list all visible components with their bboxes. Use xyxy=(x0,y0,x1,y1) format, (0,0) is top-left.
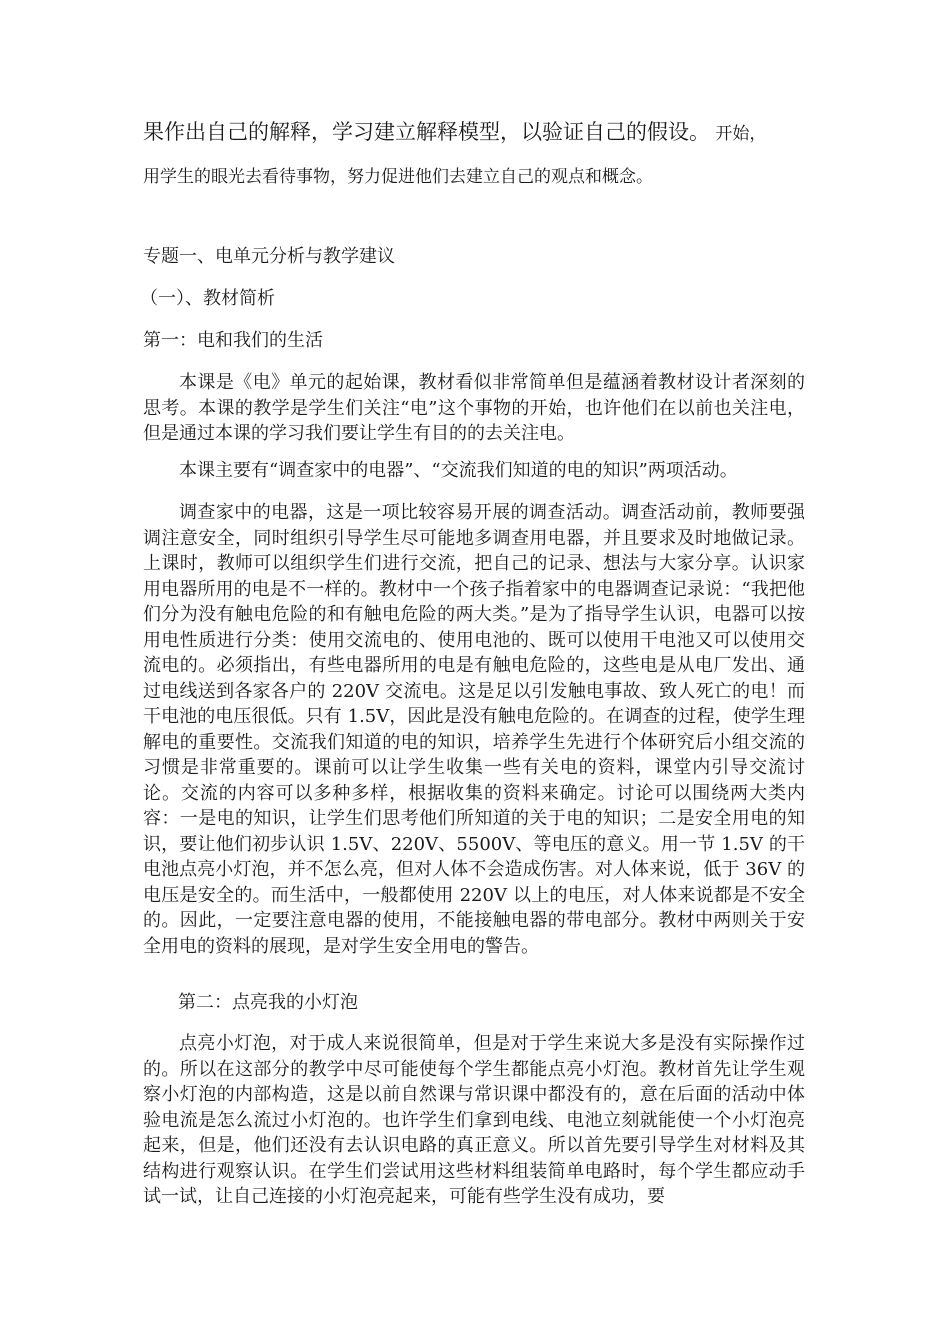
paragraph-lesson-1-intro: 本课是《电》单元的起始课，教材看似非常简单但是蕴涵着教材设计者深刻的思考。本课的教学是学生们关注“电”这个事物的开始，也许他们在以前也关注电，但是通过本课的学习我们要让学生有目的的去关注电。 xyxy=(143,372,805,444)
paragraph-lesson-1-survey: 调查家中的电器，这是一项比较容易开展的调查活动。调查活动前，教师要强调注意安全，同时组织引导学生尽可能地多调查用电器，并且要求及时地做记录。上课时，教师可以组织学生们进行交流，把自己的记录、想法与大家分享。认识家用电器所用的电是不一样的。教材中一个孩子指着家中的电器调查记录说：“我把他们分为没有触电危险的和有触电危险的两大类。”是为了指导学生认识，电器可以按用电性质进行分类：使用交流电的、使用电池的、既可以使用干电池又可以使用交流电的。必须指出，有些电器所用的电是有触电危险的，这些电是从电厂发出、通过电线送到各家各户的 220V 交流电。这是足以引发触电事故、致人死亡的电！而干电池的电压很低。只有 1.5V，因此是没有触电危险的。在调查的过程，使学生理解电的重要性。交流我们知道的电的知识，培养学生先进行个体研究后小组交流的习惯是非常重要的。课前可以让学生收集一些有关电的资料，课堂内引导交流讨论。交流的内容可以多种多样，根据收集的资料来确定。讨论可以围绕两大类内容：一是电的知识，让学生们思考他们所知道的关于电的知识；二是安全用电的知识，要让他们初步认识 1.5V、220V、5500V、等电压的意义。用一节 1.5V 的干电池点亮小灯泡，并不怎么亮，但对人体不会造成伤害。对人体来说，低于 36V 的电压是安全的。而生活中，一般都使用 220V 以上的电压，对人体来说都是不安全的。因此，一定要注意电器的使用，不能接触电器的带电部分。教材中两则关于安全用电的资料的展现，是对学生安全用电的警告。 xyxy=(143,502,805,957)
intro-line-1-tail: 开始， xyxy=(710,124,767,144)
section-heading: （一）、教材简析 xyxy=(140,288,275,309)
lesson-1-heading: 第一：电和我们的生活 xyxy=(143,330,323,351)
lesson-2-heading: 第二：点亮我的小灯泡 xyxy=(178,992,358,1013)
intro-line-1 xyxy=(143,119,766,147)
topic-heading: 专题一、电单元分析与教学建议 xyxy=(143,246,395,267)
intro-line-2: 用学生的眼光去看待事物，努力促进他们去建立自己的观点和概念。 xyxy=(143,167,653,187)
paragraph-lesson-2: 点亮小灯泡，对于成人来说很简单，但是对于学生来说大多是没有实际操作过的。所以在这部分的教学中尽可能使每个学生都能点亮小灯泡。教材首先让学生观察小灯泡的内部构造，这是以前自然课与常识课中都没有的，意在后面的活动中体验电流是怎么流过小灯泡的。也许学生们拿到电线、电池立刻就能使一个小灯泡亮起来，但是，他们还没有去认识电路的真正意义。所以首先要引导学生对材料及其结构进行观察认识。在学生们尝试用这些材料组装简单电路时，每个学生都应动手试一试，让自己连接的小灯泡亮起来，可能有些学生没有成功，要 xyxy=(143,1033,805,1207)
intro-line-1-main: 果作出自己的解释，学习建立解释模型，以验证自己的假设。 xyxy=(143,120,710,144)
paragraph-lesson-1-activities: 本课主要有“调查家中的电器”、“交流我们知道的电的知识”两项活动。 xyxy=(179,460,738,481)
